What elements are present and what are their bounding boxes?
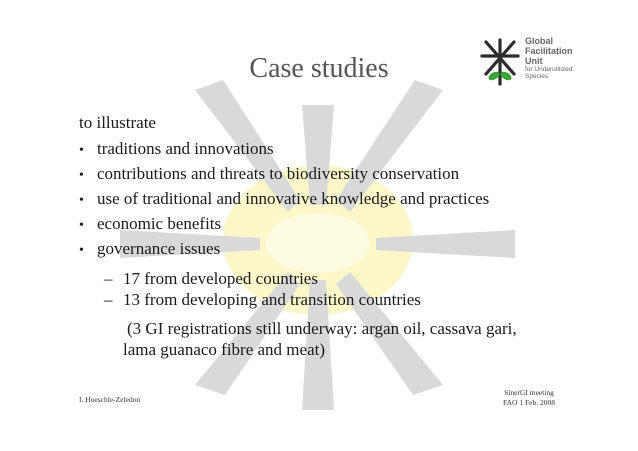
note-line-2: lama guanaco fibre and meat) [123, 340, 326, 359]
bullet-item [79, 161, 489, 186]
footer-date: FAO 1 Feb. 2008 [503, 398, 555, 407]
bullet-list [79, 136, 489, 261]
intro-text: to illustrate [79, 113, 156, 132]
sub-bullet-list [104, 268, 421, 310]
dash-icon: – [104, 290, 113, 309]
note-line-1: (3 GI registrations still underway: argan oil, cassava gari, [127, 319, 517, 338]
logo-text [525, 36, 573, 80]
bullet-item [79, 211, 489, 236]
sub-bullet-item [104, 289, 421, 310]
bullet-text: contributions and threats to biodiversity conservation [97, 164, 460, 183]
footer-meeting: SinerGI meeting [504, 388, 554, 397]
footer-author: I. Hoeschle-Zeledon [79, 395, 141, 404]
bullet-dot-icon: • [79, 193, 84, 208]
bullet-text: economic benefits [97, 214, 222, 233]
bullet-item [79, 186, 489, 211]
slide-title: Case studies [249, 53, 389, 84]
logo-line-2: Facilitation [525, 46, 573, 56]
logo-line-3: Unit [525, 56, 543, 66]
sub-bullet-item [104, 268, 421, 289]
note-text [123, 318, 517, 360]
bullet-dot-icon: • [79, 218, 84, 233]
footer-meeting-info [484, 388, 574, 408]
bullet-text: traditions and innovations [97, 139, 274, 158]
dash-icon: – [104, 269, 113, 288]
sub-bullet-text: 17 from developed countries [123, 269, 318, 288]
bullet-text: governance issues [97, 239, 221, 258]
bullet-dot-icon: • [79, 143, 84, 158]
logo-line-4: for Underutilized [525, 66, 573, 73]
logo-line-1: Global [525, 36, 554, 46]
bullet-dot-icon: • [79, 168, 84, 183]
bullet-item [79, 136, 489, 161]
bullet-text: use of traditional and innovative knowledge and practices [97, 189, 490, 208]
bullet-item [79, 236, 489, 261]
sub-bullet-text: 13 from developing and transition countries [123, 290, 421, 309]
logo-line-5: Species [525, 73, 549, 80]
bullet-dot-icon: • [79, 243, 84, 258]
